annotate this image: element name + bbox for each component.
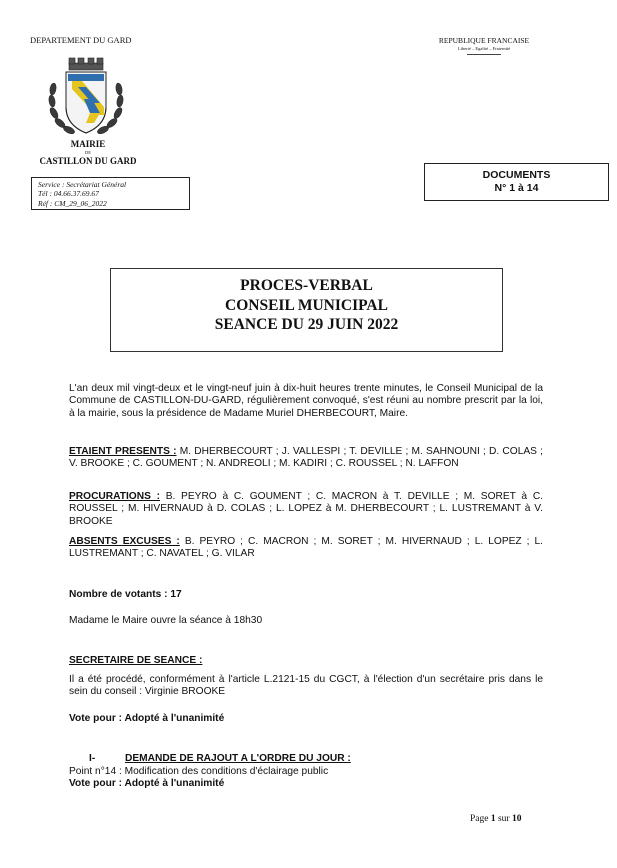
page-separator: sur — [495, 814, 512, 824]
republic-label: REPUBLIQUE FRANCAISE — [438, 36, 530, 45]
documents-range: N° 1 à 14 — [494, 181, 539, 194]
mairie-de: DE — [85, 150, 91, 155]
mairie-block — [28, 139, 148, 166]
section-1-vote-text: Vote pour : Adopté à l'unanimité — [69, 778, 225, 789]
procurations-paragraph — [69, 491, 543, 528]
title-box — [110, 268, 503, 352]
secretaire-heading — [69, 655, 543, 667]
page-current: 1 — [490, 814, 496, 824]
documents-box — [424, 163, 609, 201]
service-name: Service : Secrétariat Général — [38, 180, 127, 189]
presents-label: ETAIENT PRESENTS : — [69, 446, 177, 457]
procurations-label: PROCURATIONS : — [69, 491, 160, 502]
absents-label: ABSENTS EXCUSES : — [69, 536, 180, 547]
title-line-2: CONSEIL MUNICIPAL — [225, 296, 388, 314]
mairie-title: MAIRIE — [70, 139, 106, 149]
documents-label: DOCUMENTS — [482, 169, 551, 181]
page-footer — [470, 814, 521, 824]
section-1-title: DEMANDE DE RAJOUT A L'ORDRE DU JOUR : — [125, 753, 351, 764]
absents-list: B. PEYRO ; C. MACRON ; M. SORET ; M. HIVERNAUD ; L. LOPEZ ; L. LUSTREMANT ; C. NAVATEL ; G. VILAR — [69, 536, 544, 560]
republic-rule — [467, 54, 501, 55]
section-1-point: Point n°14 : Modification des conditions d'éclairage public — [69, 766, 329, 777]
title-line-3: SEANCE DU 29 JUIN 2022 — [214, 316, 399, 333]
mairie-commune: CASTILLON DU GARD — [39, 156, 137, 166]
votants-count — [69, 589, 543, 601]
secretaire-vote-text: Vote pour : Adopté à l'unanimité — [69, 713, 225, 724]
intro-paragraph: L'an deux mil vingt-deux et le vingt-neuf juin à dix-huit heures trente minutes, le Conseil Municipal de la Commune de CASTILLON-DU-GARD, régulièrement convoqué, s'est réuni au nombre prescrit par la loi, à la mairie, sous la présidence de Madame Muriel DHERBECOURT, Maire. — [69, 383, 543, 419]
secretaire-vote — [69, 713, 543, 725]
republic-motto: Liberté – Egalité – Fraternité — [457, 46, 511, 51]
presents-paragraph — [69, 446, 543, 471]
presents-list: M. DHERBECOURT ; J. VALLESPI ; T. DEVILLE ; M. SAHNOUNI ; D. COLAS ; V. BROOKE ; C. GOUMENT ; N. ANDREOLI ; M. KADIRI ; C. ROUSSEL ; N. LAFFON — [69, 446, 543, 470]
votants-label: Nombre de votants : 17 — [69, 589, 182, 600]
service-phone: Tél : 04.66.37.69.67 — [38, 189, 99, 199]
page-total: 10 — [511, 814, 522, 824]
title-line-1: PROCES-VERBAL — [240, 277, 373, 294]
department-label: DEPARTEMENT DU GARD — [30, 35, 132, 45]
secretaire-heading-text: SECRETAIRE DE SEANCE : — [69, 655, 203, 666]
republic-block — [424, 36, 544, 55]
section-1-number: I- — [89, 753, 96, 764]
section-1-vote — [69, 778, 543, 790]
secretaire-paragraph: Il a été procédé, conformément à l'article L.2121-15 du CGCT, à l'élection d'un secrétaire pris dans le sein du conseil : Virginie BROOKE — [69, 674, 543, 698]
absents-paragraph — [69, 536, 543, 561]
service-box — [31, 177, 190, 210]
service-reference: Réf : CM_29_06_2022 — [38, 198, 107, 208]
section-1-heading — [69, 753, 543, 765]
opening-sentence: Madame le Maire ouvre la séance à 18h30 — [69, 615, 263, 626]
municipal-crest-icon — [44, 57, 128, 141]
page-prefix: Page — [470, 814, 491, 824]
procurations-list: B. PEYRO à C. GOUMENT ; C. MACRON à T. DEVILLE ; M. SORET à C. ROUSSEL ; M. HIVERNAUD à D. COLAS ; L. LOPEZ à M. DHERBECOURT ; L. LUSTREMANT à V. BROOKE — [69, 491, 544, 527]
